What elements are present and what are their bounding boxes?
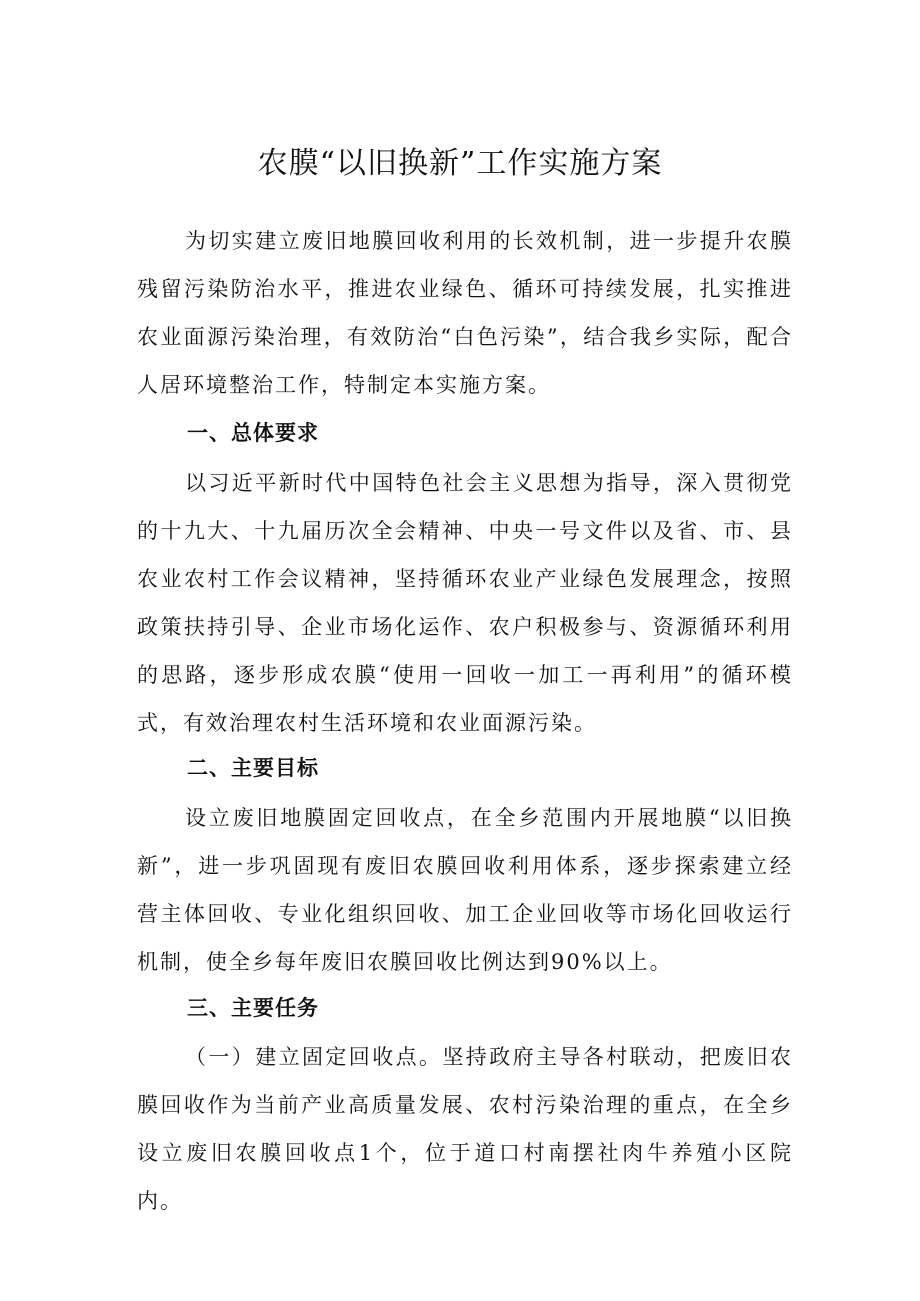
document-title: 农膜“以旧换新”工作实施方案	[257, 146, 663, 181]
general-requirements-paragraph: 以习近平新时代中国特色社会主义思想为指导，深入贯彻党的十九大、十九届历次全会精神、中央一号文件以及省、市、县农业农村工作会议精神，坚持循环农业产业绿色发展理念，按照政策扶持引导、企业市场化运作、农户积极参与、资源循环利用的思路，逐步形成农膜“使用一回收一加工一再利用”的循环模式，有效治理农村生活环境和农业面源污染。	[137, 471, 793, 735]
section-heading-general-requirements: 一、总体要求	[187, 421, 319, 445]
task-item-fixed-collection-point: （一）建立固定回收点。坚持政府主导各村联动，把废旧农膜回收作为当前产业高质量发展、农村污染治理的重点，在全乡设立废旧农膜回收点1个，位于道口村南摆社肉牛养殖小区院内。	[137, 1045, 793, 1213]
main-goals-paragraph: 设立废旧地膜固定回收点，在全乡范围内开展地膜“以旧换新”，进一步巩固现有废旧农膜回收利用体系，逐步探索建立经营主体回收、专业化组织回收、加工企业回收等市场化回收运行机制，使全乡每年废旧农膜回收比例达到90%以上。	[137, 806, 793, 974]
section-heading-main-tasks: 三、主要任务	[187, 996, 319, 1020]
intro-paragraph: 为切实建立废旧地膜回收利用的长效机制，进一步提升农膜残留污染防治水平，推进农业绿色、循环可持续发展，扎实推进农业面源污染治理，有效防治“白色污染”，结合我乡实际，配合人居环境整治工作，特制定本实施方案。	[137, 229, 793, 397]
section-heading-main-goals: 二、主要目标	[187, 756, 319, 780]
